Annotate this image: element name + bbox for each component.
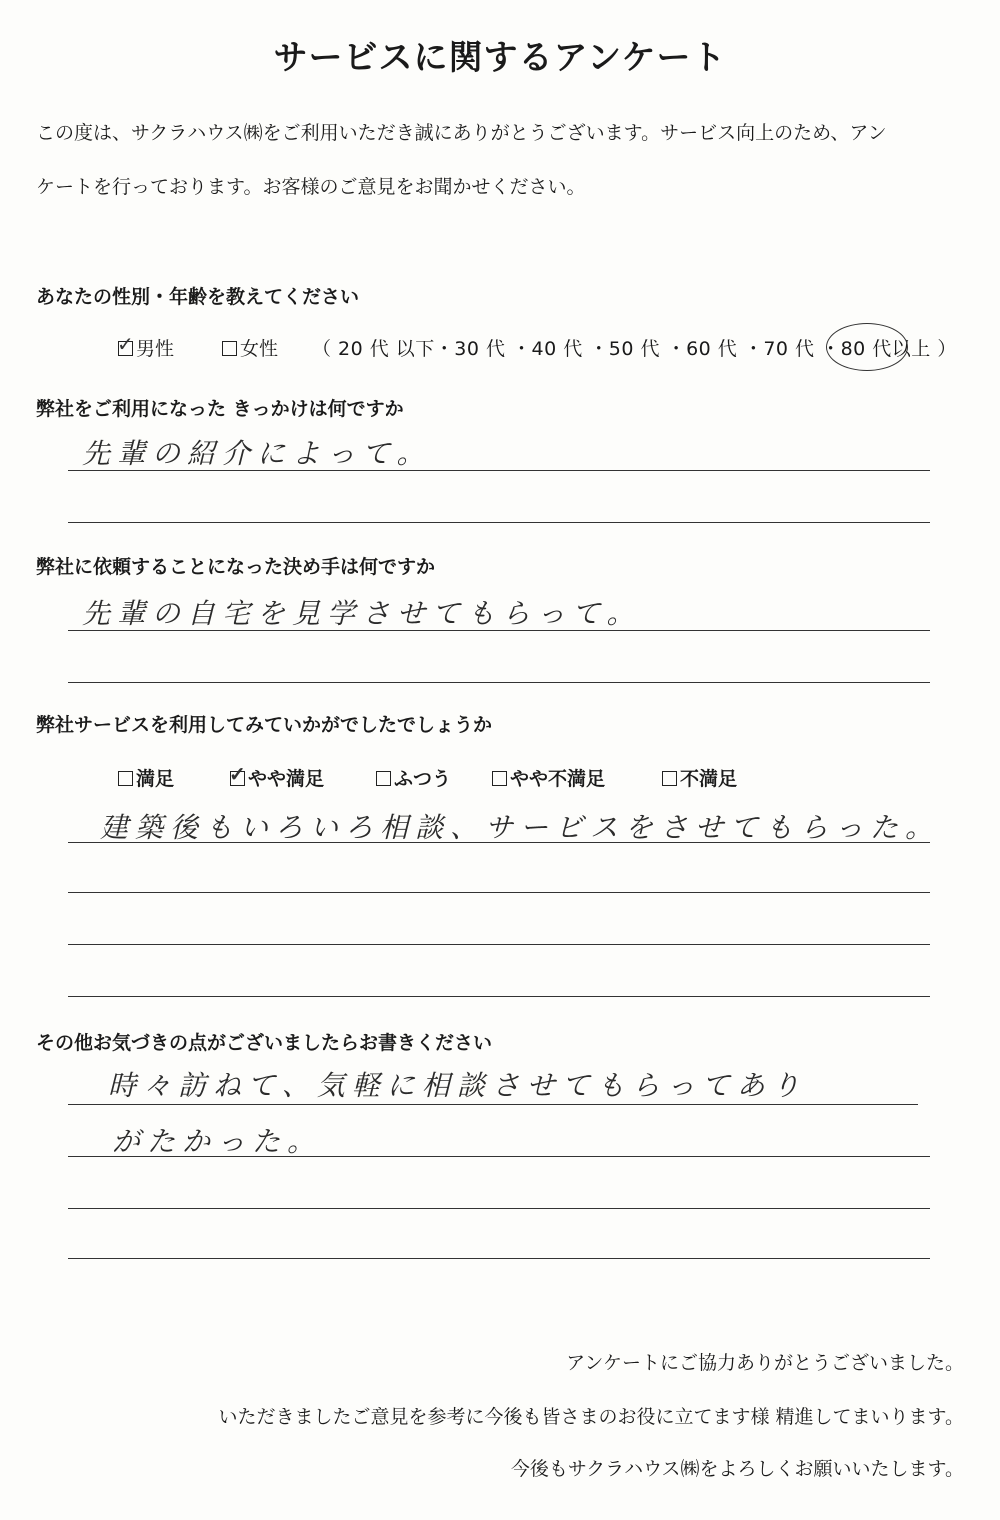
checkbox-somewhat-satisfied[interactable] [229, 762, 246, 786]
option-male-label: 男性 [136, 338, 175, 360]
answer-line [68, 996, 930, 997]
option-satisfied-label: 満足 [136, 768, 175, 790]
intro-line-2: ケートを行っております。お客様のご意見をお聞かせください。 [36, 176, 586, 198]
answer-line [68, 1104, 918, 1105]
question-decision: 弊社に依頼することになった決め手は何ですか [36, 556, 436, 578]
answer-line [68, 682, 930, 683]
question-reason: 弊社をご利用になった きっかけは何ですか [36, 398, 404, 420]
answer-line [68, 1258, 930, 1259]
answer-line [68, 522, 930, 523]
age-80s-circle-mark [826, 323, 908, 371]
question-other-comments: その他お気づきの点がございましたらお書きください [36, 1032, 493, 1054]
answer-comments-line-1[interactable]: 時々訪ねて、気軽に相談させてもらってあり [108, 1069, 807, 1102]
question-gender-age: あなたの性別・年齢を教えてください [36, 286, 360, 308]
answer-line [68, 470, 930, 471]
checkbox-satisfied[interactable] [118, 771, 133, 786]
page-title: サービスに関するアンケート [273, 38, 727, 78]
checkbox-neutral[interactable] [376, 771, 391, 786]
answer-decision-text[interactable]: 先輩の自宅を見学させてもらって。 [82, 597, 642, 630]
option-female[interactable] [222, 334, 278, 361]
option-somewhat-satisfied-label: やや満足 [248, 768, 325, 790]
checkbox-male[interactable] [117, 332, 134, 356]
answer-comments-line-2[interactable]: がたかった。 [112, 1125, 323, 1158]
closing-thanks: アンケートにご協力ありがとうございました。 [566, 1352, 964, 1374]
answer-satisfaction-text[interactable]: 建築後もいろいろ相談、サービスをさせてもらった。 [100, 811, 941, 844]
question-satisfaction: 弊社サービスを利用してみていかがでしたでしょうか [36, 714, 493, 736]
answer-line [68, 1156, 930, 1157]
closing-regards: 今後もサクラハウス㈱をよろしくお願いいたします。 [510, 1458, 964, 1480]
check-mark-icon: ✓ [117, 332, 134, 356]
answer-line [68, 892, 930, 893]
option-male[interactable] [118, 334, 174, 361]
intro-line-1: この度は、サクラハウス㈱をご利用いただき誠にありがとうございます。サービス向上のため、アン [36, 122, 887, 144]
option-somewhat-satisfied[interactable] [230, 764, 324, 791]
option-dissatisfied[interactable] [662, 764, 737, 791]
satisfaction-options [0, 764, 1000, 794]
answer-line [68, 842, 930, 843]
closing-message: いただきましたご意見を参考に今後も皆さまのお役に立てます様 精進してまいります。 [218, 1406, 964, 1428]
option-satisfied[interactable] [118, 764, 174, 791]
option-dissatisfied-label: 不満足 [680, 768, 738, 790]
option-neutral-label: ふつう [394, 768, 452, 790]
check-mark-icon: ✓ [229, 762, 246, 786]
answer-reason-text[interactable]: 先輩の紹介によって。 [82, 437, 432, 470]
option-female-label: 女性 [240, 338, 279, 360]
option-somewhat-dissatisfied-label: やや不満足 [510, 768, 606, 790]
checkbox-dissatisfied[interactable] [662, 771, 677, 786]
answer-line [68, 1208, 930, 1209]
age-options[interactable]: （ 20 代 以下・30 代 ・40 代 ・50 代 ・60 代 ・70 代 ・80 代以上 ） [312, 338, 957, 360]
option-neutral[interactable] [376, 764, 451, 791]
option-somewhat-dissatisfied[interactable] [492, 764, 605, 791]
answer-line [68, 944, 930, 945]
answer-line [68, 630, 930, 631]
checkbox-somewhat-dissatisfied[interactable] [492, 771, 507, 786]
checkbox-female[interactable] [222, 341, 237, 356]
